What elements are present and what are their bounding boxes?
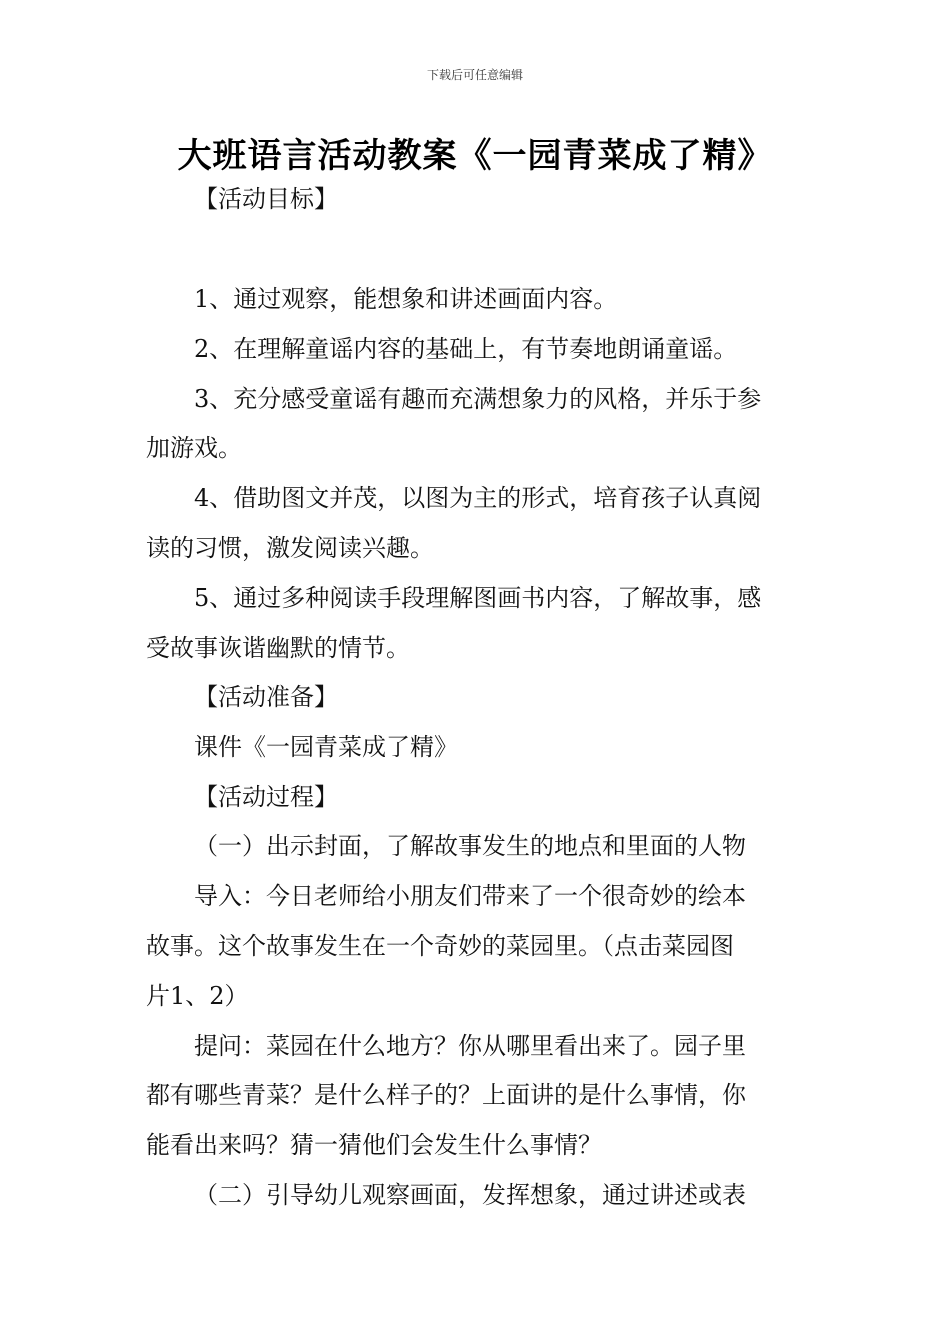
objective-item-continued: 加游戏。 <box>146 434 242 462</box>
paragraph-line: 片1、2） <box>146 982 249 1010</box>
objective-item-continued: 读的习惯，激发阅读兴趣。 <box>146 534 434 562</box>
paragraph-line: 提问：菜园在什么地方？你从哪里看出来了。园子里 <box>194 1032 746 1060</box>
section-heading-objectives: 【活动目标】 <box>194 185 338 213</box>
paragraph-line: 都有哪些青菜？是什么样子的？上面讲的是什么事情，你 <box>146 1081 746 1109</box>
objective-item: 5、通过多种阅读手段理解图画书内容，了解故事，感 <box>194 584 762 612</box>
objective-item: 3、充分感受童谣有趣而充满想象力的风格，并乐于参 <box>194 385 762 413</box>
objective-item-continued: 受故事诙谐幽默的情节。 <box>146 634 410 662</box>
process-step-heading: （二）引导幼儿观察画面，发挥想象，通过讲述或表 <box>194 1181 746 1209</box>
objective-item: 2、在理解童谣内容的基础上，有节奏地朗诵童谣。 <box>194 335 738 363</box>
paragraph-line: 导入：今日老师给小朋友们带来了一个很奇妙的绘本 <box>194 882 746 910</box>
header-note: 下载后可任意编辑 <box>426 68 523 82</box>
section-heading-preparation: 【活动准备】 <box>194 683 338 711</box>
objective-item: 4、借助图文并茂，以图为主的形式，培育孩子认真阅 <box>194 484 762 512</box>
section-heading-process: 【活动过程】 <box>194 783 338 811</box>
objective-item: 1、通过观察，能想象和讲述画面内容。 <box>194 285 618 313</box>
process-step-heading: （一）出示封面，了解故事发生的地点和里面的人物 <box>194 832 746 860</box>
paragraph-line: 能看出来吗？猜一猜他们会发生什么事情？ <box>146 1131 602 1159</box>
document-title: 大班语言活动教案《一园青菜成了精》 <box>177 136 773 176</box>
paragraph-line: 故事。这个故事发生在一个奇妙的菜园里。（点击菜园图 <box>146 932 734 960</box>
preparation-text: 课件《一园青菜成了精》 <box>194 733 458 761</box>
